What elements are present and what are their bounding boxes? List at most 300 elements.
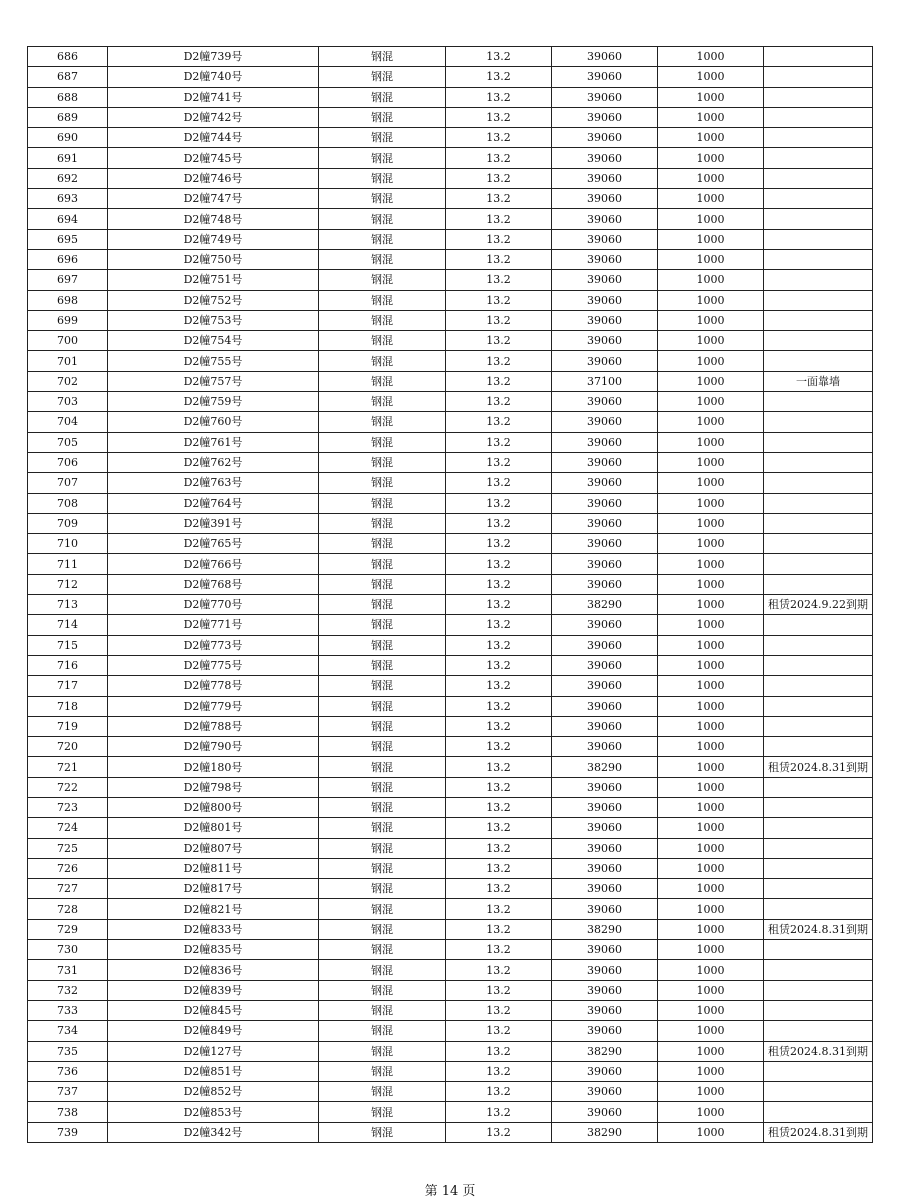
note-cell: 租赁2024.8.31到期	[764, 1122, 873, 1142]
area-cell: 13.2	[446, 1061, 552, 1081]
table-row	[28, 432, 873, 452]
row-number-cell: 710	[28, 534, 108, 554]
structure-cell: 钢混	[319, 777, 446, 797]
note-cell	[764, 513, 873, 533]
area-cell: 13.2	[446, 107, 552, 127]
table-row	[28, 1102, 873, 1122]
area-cell: 13.2	[446, 595, 552, 615]
area-cell: 13.2	[446, 513, 552, 533]
note-cell	[764, 107, 873, 127]
structure-cell: 钢混	[319, 1061, 446, 1081]
deposit-cell: 1000	[658, 107, 764, 127]
table-row	[28, 392, 873, 412]
row-number-cell: 727	[28, 879, 108, 899]
area-cell: 13.2	[446, 290, 552, 310]
row-number-cell: 709	[28, 513, 108, 533]
row-number-cell: 726	[28, 858, 108, 878]
table-body	[28, 47, 873, 1143]
table-row	[28, 737, 873, 757]
price-cell: 38290	[552, 757, 658, 777]
price-cell: 39060	[552, 452, 658, 472]
building-unit-cell: D2幢763号	[108, 473, 319, 493]
note-cell	[764, 331, 873, 351]
deposit-cell: 1000	[658, 1102, 764, 1122]
building-unit-cell: D2幢771号	[108, 615, 319, 635]
price-cell: 39060	[552, 777, 658, 797]
table-row	[28, 554, 873, 574]
row-number-cell: 687	[28, 67, 108, 87]
price-cell: 39060	[552, 1000, 658, 1020]
table-row	[28, 473, 873, 493]
price-cell: 39060	[552, 432, 658, 452]
row-number-cell: 731	[28, 960, 108, 980]
building-unit-cell: D2幢790号	[108, 737, 319, 757]
price-cell: 39060	[552, 148, 658, 168]
deposit-cell: 1000	[658, 351, 764, 371]
structure-cell: 钢混	[319, 737, 446, 757]
area-cell: 13.2	[446, 574, 552, 594]
table-row	[28, 899, 873, 919]
area-cell: 13.2	[446, 249, 552, 269]
row-number-cell: 691	[28, 148, 108, 168]
structure-cell: 钢混	[319, 290, 446, 310]
deposit-cell: 1000	[658, 452, 764, 472]
deposit-cell: 1000	[658, 899, 764, 919]
table-row	[28, 858, 873, 878]
structure-cell: 钢混	[319, 960, 446, 980]
row-number-cell: 728	[28, 899, 108, 919]
structure-cell: 钢混	[319, 513, 446, 533]
price-cell: 39060	[552, 615, 658, 635]
deposit-cell: 1000	[658, 371, 764, 391]
row-number-cell: 700	[28, 331, 108, 351]
building-unit-cell: D2幢768号	[108, 574, 319, 594]
row-number-cell: 705	[28, 432, 108, 452]
row-number-cell: 703	[28, 392, 108, 412]
deposit-cell: 1000	[658, 838, 764, 858]
price-cell: 39060	[552, 229, 658, 249]
price-cell: 39060	[552, 797, 658, 817]
area-cell: 13.2	[446, 452, 552, 472]
table-row	[28, 1061, 873, 1081]
price-cell: 39060	[552, 310, 658, 330]
price-cell: 39060	[552, 392, 658, 412]
table-row	[28, 676, 873, 696]
price-cell: 39060	[552, 980, 658, 1000]
table-row	[28, 534, 873, 554]
structure-cell: 钢混	[319, 919, 446, 939]
building-unit-cell: D2幢759号	[108, 392, 319, 412]
price-cell: 37100	[552, 371, 658, 391]
building-unit-cell: D2幢127号	[108, 1041, 319, 1061]
area-cell: 13.2	[446, 371, 552, 391]
building-unit-cell: D2幢845号	[108, 1000, 319, 1020]
note-cell	[764, 189, 873, 209]
row-number-cell: 725	[28, 838, 108, 858]
note-cell	[764, 797, 873, 817]
area-cell: 13.2	[446, 797, 552, 817]
structure-cell: 钢混	[319, 838, 446, 858]
note-cell	[764, 1000, 873, 1020]
row-number-cell: 690	[28, 128, 108, 148]
structure-cell: 钢混	[319, 412, 446, 432]
deposit-cell: 1000	[658, 757, 764, 777]
note-cell	[764, 635, 873, 655]
price-cell: 39060	[552, 879, 658, 899]
building-unit-cell: D2幢779号	[108, 696, 319, 716]
structure-cell: 钢混	[319, 797, 446, 817]
area-cell: 13.2	[446, 960, 552, 980]
note-cell	[764, 696, 873, 716]
deposit-cell: 1000	[658, 980, 764, 1000]
structure-cell: 钢混	[319, 1000, 446, 1020]
structure-cell: 钢混	[319, 534, 446, 554]
price-cell: 39060	[552, 168, 658, 188]
deposit-cell: 1000	[658, 290, 764, 310]
deposit-cell: 1000	[658, 310, 764, 330]
structure-cell: 钢混	[319, 128, 446, 148]
building-unit-cell: D2幢764号	[108, 493, 319, 513]
table-row	[28, 270, 873, 290]
row-number-cell: 694	[28, 209, 108, 229]
table-row	[28, 655, 873, 675]
structure-cell: 钢混	[319, 676, 446, 696]
deposit-cell: 1000	[658, 513, 764, 533]
building-unit-cell: D2幢180号	[108, 757, 319, 777]
deposit-cell: 1000	[658, 249, 764, 269]
price-cell: 38290	[552, 1041, 658, 1061]
deposit-cell: 1000	[658, 473, 764, 493]
building-unit-cell: D2幢770号	[108, 595, 319, 615]
price-cell: 39060	[552, 493, 658, 513]
deposit-cell: 1000	[658, 168, 764, 188]
price-cell: 38290	[552, 1122, 658, 1142]
area-cell: 13.2	[446, 777, 552, 797]
area-cell: 13.2	[446, 128, 552, 148]
deposit-cell: 1000	[658, 635, 764, 655]
area-cell: 13.2	[446, 209, 552, 229]
note-cell: 租赁2024.8.31到期	[764, 757, 873, 777]
note-cell	[764, 980, 873, 1000]
area-cell: 13.2	[446, 757, 552, 777]
structure-cell: 钢混	[319, 47, 446, 67]
building-unit-cell: D2幢778号	[108, 676, 319, 696]
row-number-cell: 730	[28, 940, 108, 960]
table-row	[28, 757, 873, 777]
structure-cell: 钢混	[319, 940, 446, 960]
building-unit-cell: D2幢342号	[108, 1122, 319, 1142]
table-row	[28, 107, 873, 127]
price-cell: 39060	[552, 574, 658, 594]
price-cell: 39060	[552, 655, 658, 675]
note-cell	[764, 47, 873, 67]
row-number-cell: 722	[28, 777, 108, 797]
table-row	[28, 148, 873, 168]
note-cell	[764, 209, 873, 229]
table-row	[28, 635, 873, 655]
price-cell: 39060	[552, 47, 658, 67]
table-row	[28, 1021, 873, 1041]
row-number-cell: 688	[28, 87, 108, 107]
note-cell	[764, 412, 873, 432]
structure-cell: 钢混	[319, 615, 446, 635]
area-cell: 13.2	[446, 1000, 552, 1020]
row-number-cell: 713	[28, 595, 108, 615]
deposit-cell: 1000	[658, 716, 764, 736]
area-cell: 13.2	[446, 655, 552, 675]
note-cell	[764, 493, 873, 513]
note-cell	[764, 899, 873, 919]
table-row	[28, 615, 873, 635]
note-cell	[764, 777, 873, 797]
price-cell: 38290	[552, 595, 658, 615]
structure-cell: 钢混	[319, 595, 446, 615]
deposit-cell: 1000	[658, 879, 764, 899]
structure-cell: 钢混	[319, 67, 446, 87]
area-cell: 13.2	[446, 716, 552, 736]
table-row	[28, 493, 873, 513]
deposit-cell: 1000	[658, 493, 764, 513]
row-number-cell: 693	[28, 189, 108, 209]
deposit-cell: 1000	[658, 392, 764, 412]
area-cell: 13.2	[446, 980, 552, 1000]
row-number-cell: 696	[28, 249, 108, 269]
row-number-cell: 717	[28, 676, 108, 696]
structure-cell: 钢混	[319, 980, 446, 1000]
note-cell	[764, 392, 873, 412]
area-cell: 13.2	[446, 554, 552, 574]
building-unit-cell: D2幢765号	[108, 534, 319, 554]
deposit-cell: 1000	[658, 47, 764, 67]
structure-cell: 钢混	[319, 818, 446, 838]
table-row	[28, 67, 873, 87]
row-number-cell: 699	[28, 310, 108, 330]
row-number-cell: 738	[28, 1102, 108, 1122]
price-cell: 39060	[552, 209, 658, 229]
area-cell: 13.2	[446, 879, 552, 899]
price-cell: 39060	[552, 960, 658, 980]
note-cell	[764, 432, 873, 452]
building-unit-cell: D2幢755号	[108, 351, 319, 371]
building-unit-cell: D2幢747号	[108, 189, 319, 209]
area-cell: 13.2	[446, 473, 552, 493]
table-row	[28, 595, 873, 615]
note-cell	[764, 534, 873, 554]
note-cell	[764, 168, 873, 188]
row-number-cell: 734	[28, 1021, 108, 1041]
area-cell: 13.2	[446, 168, 552, 188]
building-unit-cell: D2幢739号	[108, 47, 319, 67]
row-number-cell: 736	[28, 1061, 108, 1081]
area-cell: 13.2	[446, 1102, 552, 1122]
deposit-cell: 1000	[658, 797, 764, 817]
structure-cell: 钢混	[319, 574, 446, 594]
note-cell	[764, 879, 873, 899]
table-row	[28, 716, 873, 736]
note-cell	[764, 452, 873, 472]
deposit-cell: 1000	[658, 1061, 764, 1081]
structure-cell: 钢混	[319, 1082, 446, 1102]
page-number: 第 14 页	[424, 1184, 476, 1199]
table-row	[28, 940, 873, 960]
table-row	[28, 960, 873, 980]
building-unit-cell: D2幢766号	[108, 554, 319, 574]
row-number-cell: 698	[28, 290, 108, 310]
building-unit-cell: D2幢745号	[108, 148, 319, 168]
area-cell: 13.2	[446, 67, 552, 87]
note-cell	[764, 1082, 873, 1102]
table-row	[28, 47, 873, 67]
row-number-cell: 695	[28, 229, 108, 249]
row-number-cell: 723	[28, 797, 108, 817]
price-cell: 39060	[552, 473, 658, 493]
building-unit-cell: D2幢753号	[108, 310, 319, 330]
area-cell: 13.2	[446, 676, 552, 696]
area-cell: 13.2	[446, 615, 552, 635]
price-cell: 39060	[552, 1102, 658, 1122]
row-number-cell: 724	[28, 818, 108, 838]
row-number-cell: 708	[28, 493, 108, 513]
note-cell: 租赁2024.9.22到期	[764, 595, 873, 615]
price-cell: 39060	[552, 87, 658, 107]
row-number-cell: 733	[28, 1000, 108, 1020]
area-cell: 13.2	[446, 229, 552, 249]
row-number-cell: 714	[28, 615, 108, 635]
area-cell: 13.2	[446, 351, 552, 371]
note-cell	[764, 351, 873, 371]
building-unit-cell: D2幢754号	[108, 331, 319, 351]
note-cell	[764, 1021, 873, 1041]
deposit-cell: 1000	[658, 270, 764, 290]
deposit-cell: 1000	[658, 148, 764, 168]
price-cell: 39060	[552, 838, 658, 858]
building-unit-cell: D2幢800号	[108, 797, 319, 817]
deposit-cell: 1000	[658, 87, 764, 107]
structure-cell: 钢混	[319, 331, 446, 351]
structure-cell: 钢混	[319, 757, 446, 777]
area-cell: 13.2	[446, 737, 552, 757]
price-cell: 38290	[552, 919, 658, 939]
deposit-cell: 1000	[658, 919, 764, 939]
deposit-cell: 1000	[658, 229, 764, 249]
table-row	[28, 838, 873, 858]
row-number-cell: 735	[28, 1041, 108, 1061]
area-cell: 13.2	[446, 1122, 552, 1142]
building-unit-cell: D2幢821号	[108, 899, 319, 919]
area-cell: 13.2	[446, 1082, 552, 1102]
deposit-cell: 1000	[658, 1041, 764, 1061]
note-cell	[764, 148, 873, 168]
price-cell: 39060	[552, 534, 658, 554]
price-cell: 39060	[552, 1082, 658, 1102]
table-row	[28, 168, 873, 188]
building-unit-cell: D2幢773号	[108, 635, 319, 655]
row-number-cell: 721	[28, 757, 108, 777]
area-cell: 13.2	[446, 838, 552, 858]
area-cell: 13.2	[446, 310, 552, 330]
deposit-cell: 1000	[658, 676, 764, 696]
area-cell: 13.2	[446, 87, 552, 107]
row-number-cell: 686	[28, 47, 108, 67]
table-row	[28, 290, 873, 310]
building-unit-cell: D2幢749号	[108, 229, 319, 249]
row-number-cell: 707	[28, 473, 108, 493]
building-unit-cell: D2幢750号	[108, 249, 319, 269]
deposit-cell: 1000	[658, 696, 764, 716]
area-cell: 13.2	[446, 331, 552, 351]
building-unit-cell: D2幢817号	[108, 879, 319, 899]
note-cell	[764, 615, 873, 635]
note-cell	[764, 574, 873, 594]
table-row	[28, 189, 873, 209]
row-number-cell: 706	[28, 452, 108, 472]
building-unit-cell: D2幢798号	[108, 777, 319, 797]
structure-cell: 钢混	[319, 87, 446, 107]
row-number-cell: 697	[28, 270, 108, 290]
note-cell	[764, 1061, 873, 1081]
structure-cell: 钢混	[319, 189, 446, 209]
note-cell	[764, 737, 873, 757]
price-cell: 39060	[552, 940, 658, 960]
building-unit-cell: D2幢757号	[108, 371, 319, 391]
deposit-cell: 1000	[658, 858, 764, 878]
building-unit-cell: D2幢833号	[108, 919, 319, 939]
row-number-cell: 715	[28, 635, 108, 655]
row-number-cell: 712	[28, 574, 108, 594]
structure-cell: 钢混	[319, 879, 446, 899]
structure-cell: 钢混	[319, 635, 446, 655]
area-cell: 13.2	[446, 148, 552, 168]
area-cell: 13.2	[446, 189, 552, 209]
table-row	[28, 229, 873, 249]
deposit-cell: 1000	[658, 432, 764, 452]
structure-cell: 钢混	[319, 1122, 446, 1142]
note-cell	[764, 838, 873, 858]
row-number-cell: 732	[28, 980, 108, 1000]
structure-cell: 钢混	[319, 249, 446, 269]
structure-cell: 钢混	[319, 148, 446, 168]
note-cell	[764, 290, 873, 310]
deposit-cell: 1000	[658, 554, 764, 574]
building-unit-cell: D2幢853号	[108, 1102, 319, 1122]
price-cell: 39060	[552, 635, 658, 655]
structure-cell: 钢混	[319, 1041, 446, 1061]
note-cell	[764, 229, 873, 249]
note-cell	[764, 960, 873, 980]
note-cell	[764, 818, 873, 838]
table-row	[28, 1082, 873, 1102]
price-cell: 39060	[552, 513, 658, 533]
area-cell: 13.2	[446, 432, 552, 452]
area-cell: 13.2	[446, 493, 552, 513]
note-cell: 一面靠墙	[764, 371, 873, 391]
building-unit-cell: D2幢761号	[108, 432, 319, 452]
structure-cell: 钢混	[319, 473, 446, 493]
price-cell: 39060	[552, 858, 658, 878]
area-cell: 13.2	[446, 940, 552, 960]
price-cell: 39060	[552, 270, 658, 290]
row-number-cell: 729	[28, 919, 108, 939]
deposit-cell: 1000	[658, 1122, 764, 1142]
note-cell	[764, 858, 873, 878]
structure-cell: 钢混	[319, 858, 446, 878]
note-cell: 租赁2024.8.31到期	[764, 1041, 873, 1061]
table-row	[28, 249, 873, 269]
price-cell: 39060	[552, 737, 658, 757]
structure-cell: 钢混	[319, 899, 446, 919]
structure-cell: 钢混	[319, 655, 446, 675]
table-row	[28, 371, 873, 391]
